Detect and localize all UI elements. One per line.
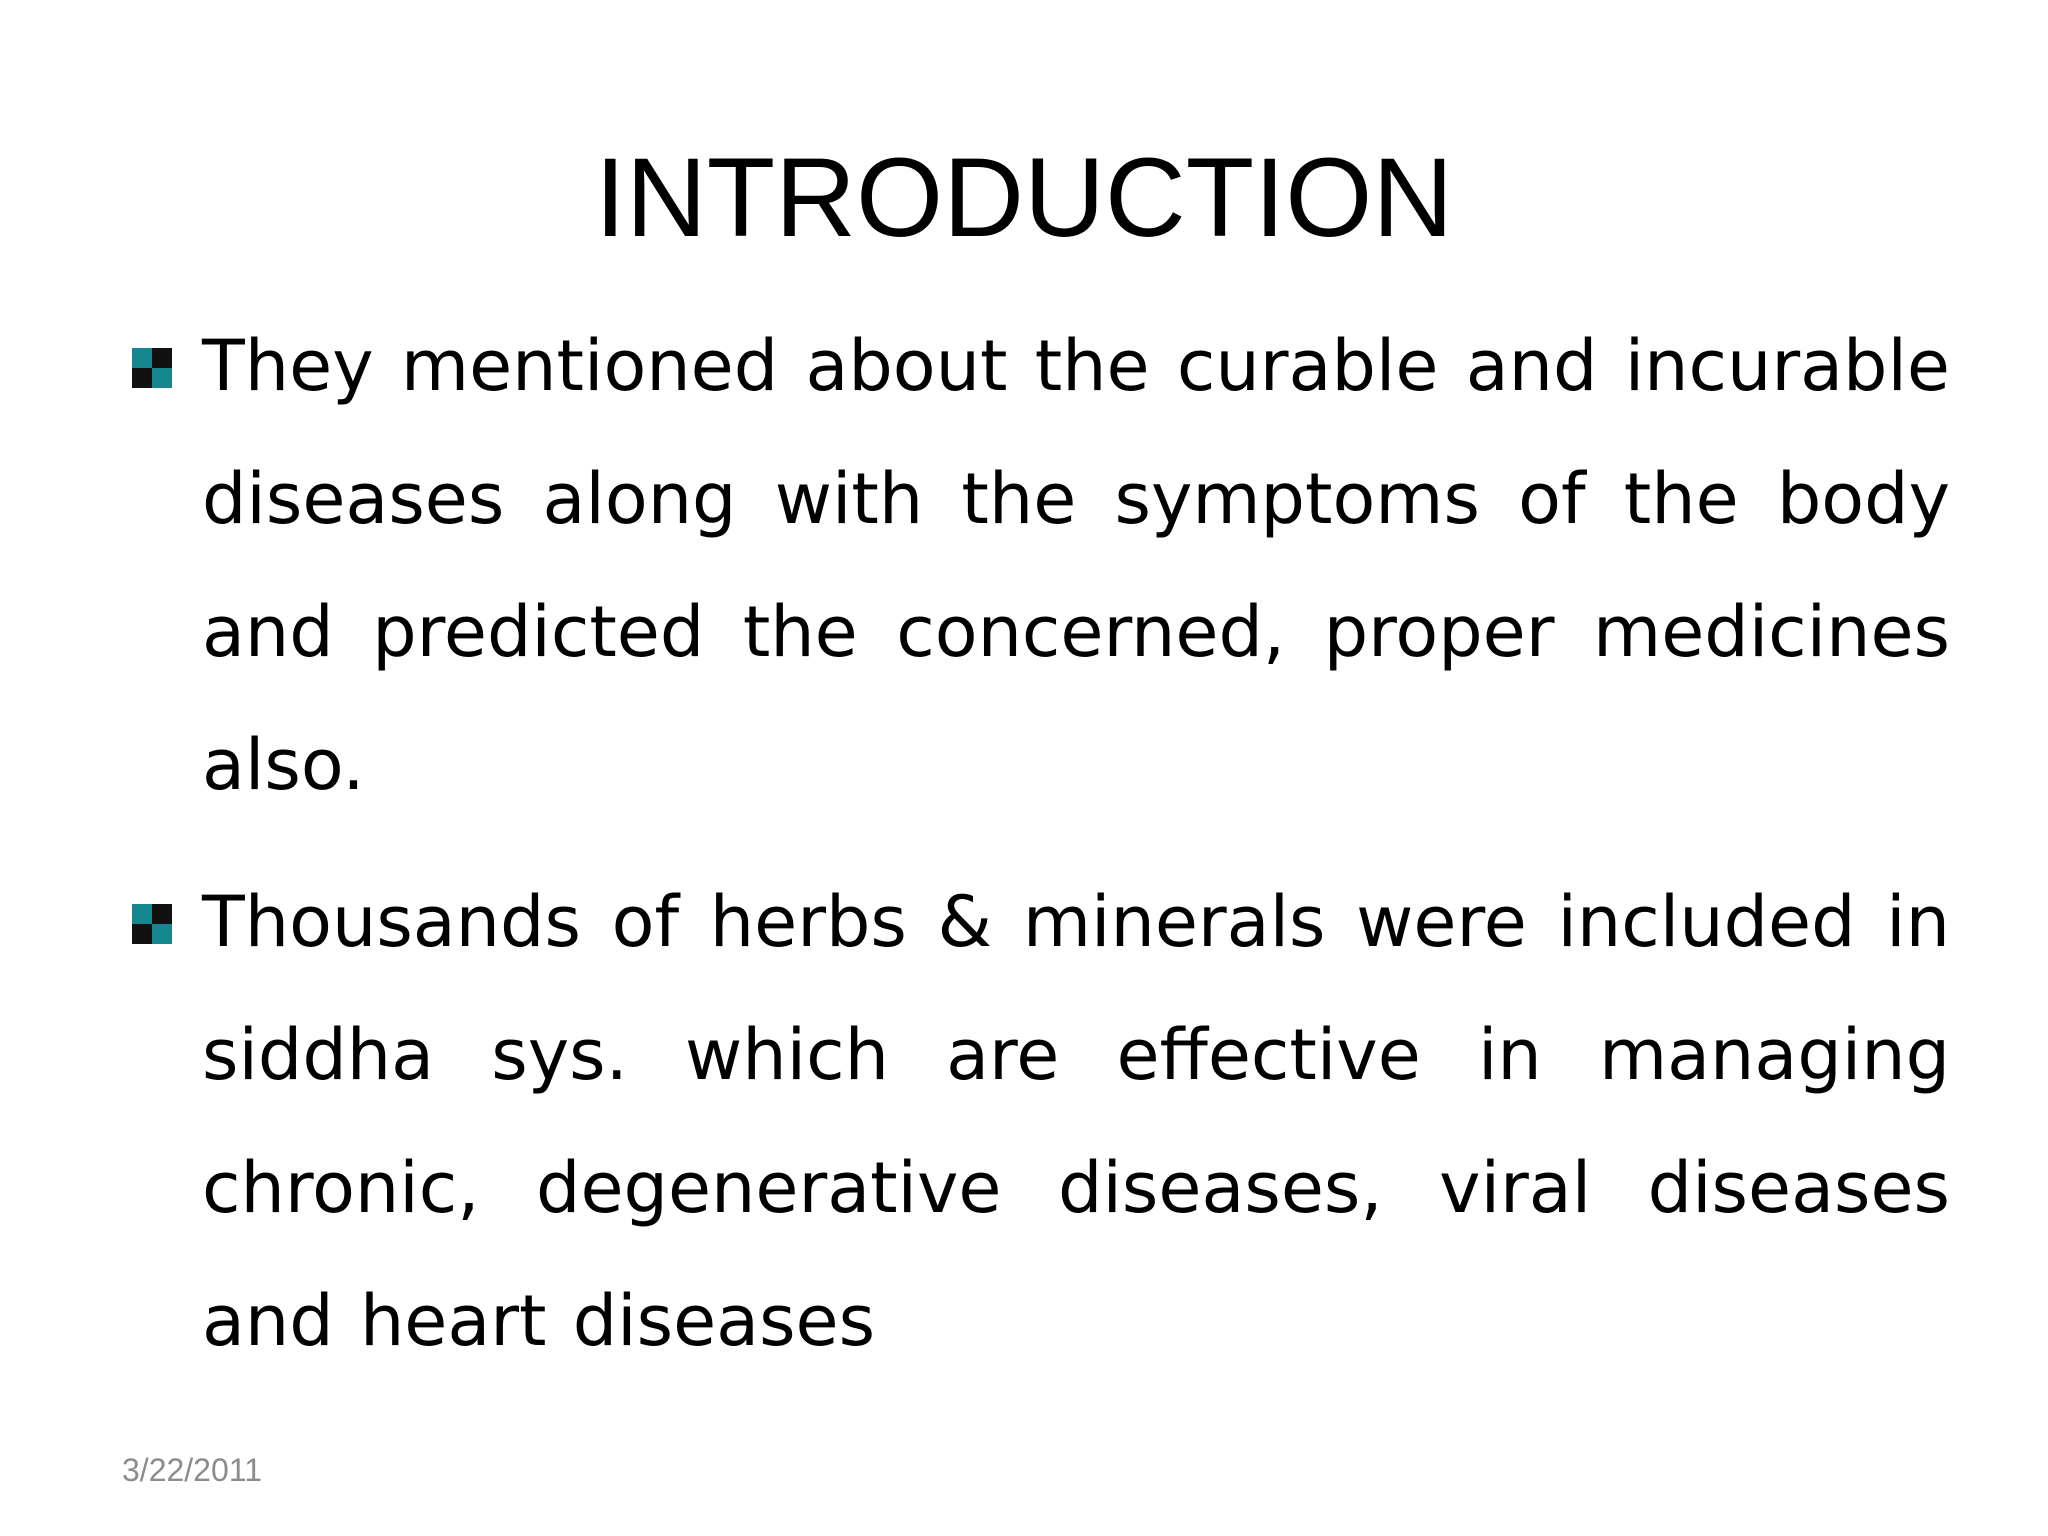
slide-title: INTRODUCTION <box>594 135 1454 260</box>
bullet-list <box>120 300 1950 1412</box>
bullet-item <box>120 856 1950 1388</box>
footer-date: 3/22/2011 <box>122 1452 262 1488</box>
bullet-item <box>120 300 1950 832</box>
bullet-text: They mentioned about the curable and incurable diseases along with the symptoms of the body and predicted the concerned, proper medicines also. <box>202 325 1950 806</box>
checker-square-icon <box>132 348 172 388</box>
bullet-text: Thousands of herbs & minerals were included in siddha sys. which are effective in managing chronic, degenerative diseases, viral diseases and heart diseases <box>202 881 1950 1362</box>
checker-square-icon <box>132 904 172 944</box>
